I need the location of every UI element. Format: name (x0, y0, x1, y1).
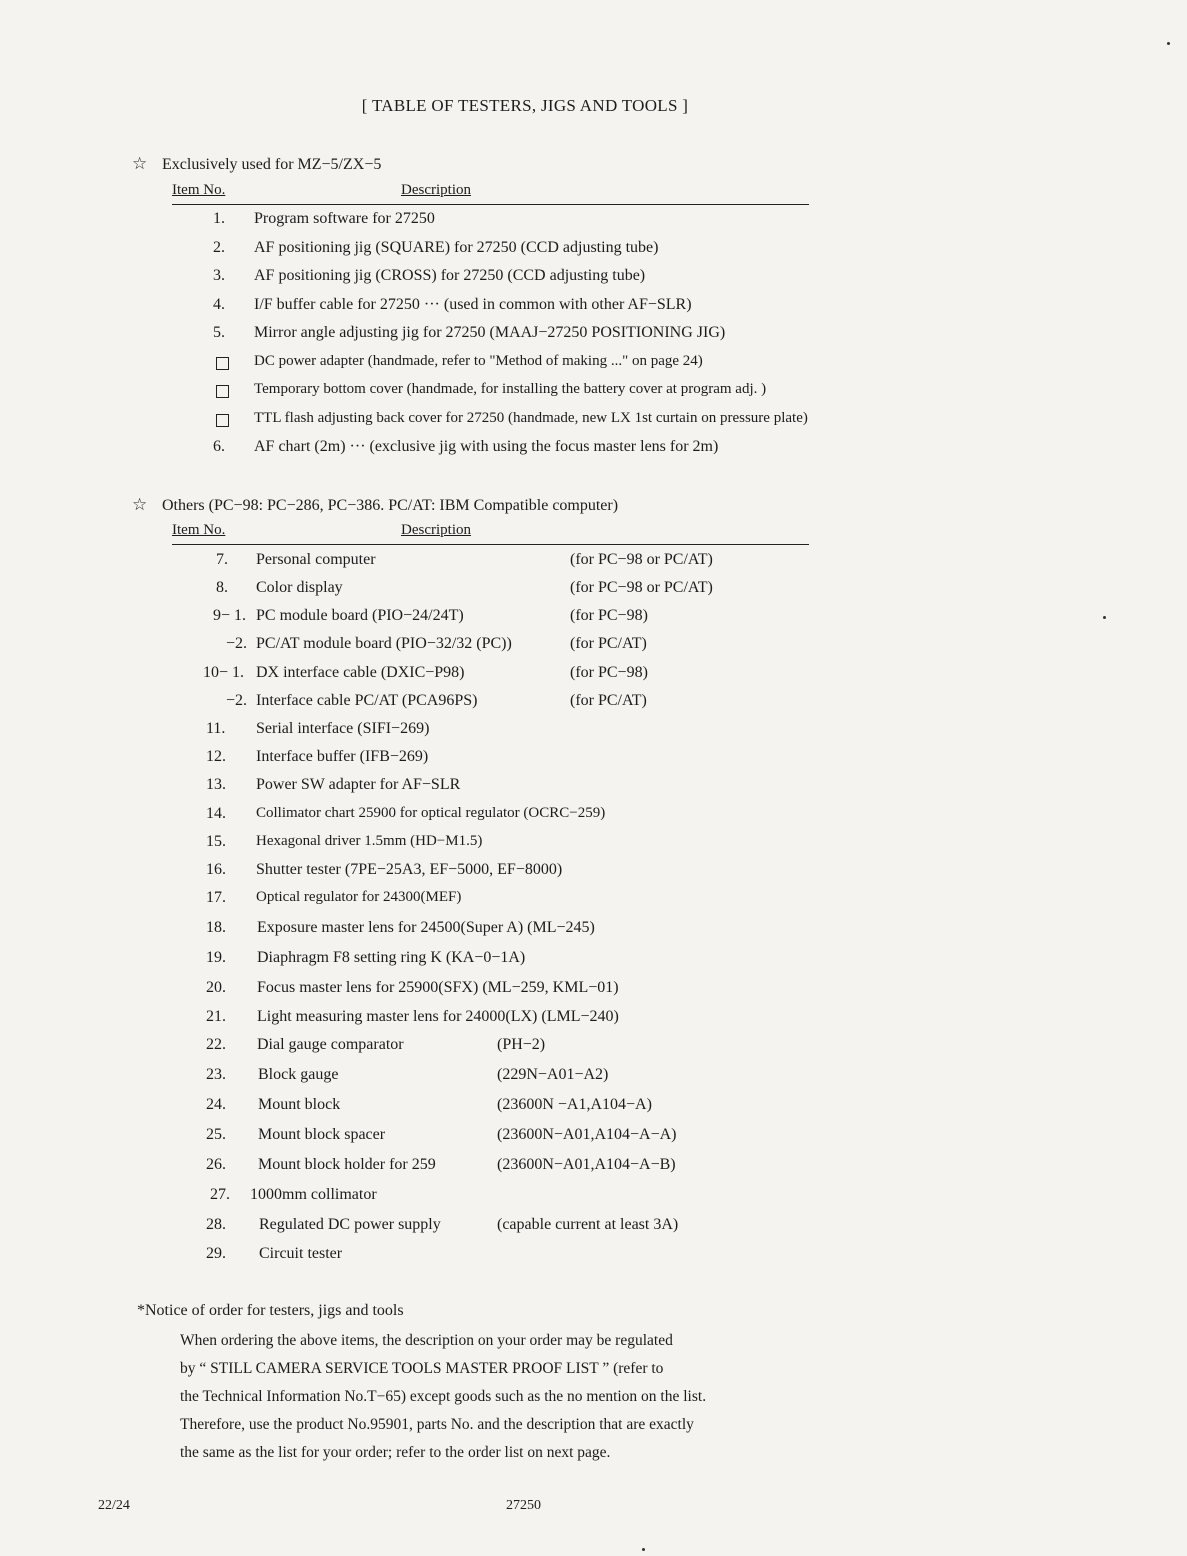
item-note: (23600N−A01,A104−A−A) (497, 1126, 677, 1143)
item-marker (216, 357, 229, 375)
item-note: (229N−A01−A2) (497, 1066, 609, 1083)
model-number: 27250 (506, 1498, 541, 1513)
page-title: [ TABLE OF TESTERS, JIGS AND TOOLS ] (361, 96, 689, 115)
item-note: (for PC−98 or PC/AT) (570, 551, 713, 568)
item-number: 13. (206, 776, 226, 793)
scan-speck (642, 1548, 645, 1551)
item-description: PC/AT module board (PIO−32/32 (PC)) (256, 635, 512, 652)
item-note: (for PC/AT) (570, 692, 647, 709)
col-description: Description (401, 522, 471, 538)
col-item-no: Item No. (172, 182, 226, 198)
notice-heading: *Notice of order for testers, jigs and tools (137, 1302, 404, 1319)
item-number: 18. (206, 919, 226, 936)
item-number: 15. (206, 833, 226, 850)
table-header (172, 182, 809, 205)
item-description: Circuit tester (259, 1245, 343, 1262)
item-note: (for PC−98) (570, 607, 648, 624)
section-heading-text: Others (PC−98: PC−286, PC−386. PC/AT: IBM Compatible computer) (162, 497, 619, 514)
item-marker (216, 385, 229, 403)
item-number: 17. (206, 889, 226, 906)
item-note: (23600N −A1,A104−A) (497, 1096, 652, 1113)
notice-line: Therefore, use the product No.95901, parts No. and the description that are exactly (180, 1416, 694, 1433)
item-number: 3. (213, 267, 225, 284)
item-number: 11. (206, 720, 226, 737)
star-icon: ☆ (132, 154, 148, 173)
col-item-no: Item No. (172, 522, 226, 538)
item-number: 2. (213, 239, 225, 256)
item-description: Power SW adapter for AF−SLR (256, 776, 461, 793)
item-description: Shutter tester (7PE−25A3, EF−5000, EF−8000) (256, 861, 563, 878)
col-description: Description (401, 182, 471, 198)
checkbox-icon (216, 357, 229, 370)
item-note: (PH−2) (497, 1036, 546, 1053)
item-description: Block gauge (258, 1066, 339, 1083)
section-heading-text: Exclusively used for MZ−5/ZX−5 (162, 156, 382, 173)
item-description: AF positioning jig (CROSS) for 27250 (CCD adjusting tube) (254, 267, 646, 284)
item-description: TTL flash adjusting back cover for 27250 (handmade, new LX 1st curtain on pressure plate) (254, 410, 808, 426)
item-number: 22. (206, 1036, 226, 1053)
item-number: 5. (213, 324, 225, 341)
item-description: Serial interface (SIFI−269) (256, 720, 430, 737)
item-number: 27. (210, 1186, 230, 1203)
item-description: Hexagonal driver 1.5mm (HD−M1.5) (256, 833, 483, 849)
item-number: −2. (226, 692, 248, 709)
item-note: (for PC−98 or PC/AT) (570, 579, 713, 596)
notice-line: When ordering the above items, the description on your order may be regulated (180, 1332, 673, 1349)
item-number: 28. (206, 1216, 226, 1233)
item-number: 8. (216, 579, 228, 596)
item-description: Optical regulator for 24300(MEF) (256, 889, 462, 905)
checkbox-icon (216, 385, 229, 398)
item-description: Light measuring master lens for 24000(LX) (LML−240) (257, 1008, 619, 1025)
item-number: −2. (226, 635, 248, 652)
item-description: Mount block spacer (258, 1126, 386, 1143)
item-number: 19. (206, 949, 226, 966)
scan-speck (1103, 616, 1106, 619)
star-icon: ☆ (132, 495, 148, 514)
item-number: 10− 1. (203, 664, 245, 681)
page-number: 22/24 (98, 1498, 130, 1513)
item-description: Color display (256, 579, 343, 596)
item-number: 26. (206, 1156, 226, 1173)
checkbox-icon (216, 414, 229, 427)
item-note: (23600N−A01,A104−A−B) (497, 1156, 676, 1173)
item-description: Interface buffer (IFB−269) (256, 748, 429, 765)
notice-line: by “ STILL CAMERA SERVICE TOOLS MASTER PROOF LIST ” (refer to (180, 1360, 664, 1377)
item-description: Mount block holder for 259 (258, 1156, 436, 1173)
item-note: (capable current at least 3A) (497, 1216, 679, 1233)
item-number: 20. (206, 979, 226, 996)
item-description: Personal computer (256, 551, 376, 568)
item-description: Mirror angle adjusting jig for 27250 (MAAJ−27250 POSITIONING JIG) (254, 324, 726, 341)
item-number: 16. (206, 861, 226, 878)
item-description: Temporary bottom cover (handmade, for installing the battery cover at program adj. ) (254, 381, 767, 397)
item-description: Dial gauge comparator (257, 1036, 404, 1053)
item-number: 7. (216, 551, 228, 568)
item-marker (216, 414, 229, 432)
item-description: Interface cable PC/AT (PCA96PS) (256, 692, 478, 709)
item-number: 4. (213, 296, 225, 313)
item-number: 21. (206, 1008, 226, 1025)
item-description: 1000mm collimator (250, 1186, 377, 1203)
item-number: 1. (213, 210, 225, 227)
item-number: 25. (206, 1126, 226, 1143)
item-number: 9− 1. (213, 607, 247, 624)
item-number: 6. (213, 438, 225, 455)
item-description: DC power adapter (handmade, refer to "Method of making ..." on page 24) (254, 353, 703, 369)
item-number: 29. (206, 1245, 226, 1262)
scan-speck (1167, 42, 1170, 45)
section-others-heading (132, 495, 618, 515)
item-number: 23. (206, 1066, 226, 1083)
item-number: 12. (206, 748, 226, 765)
notice-line: the Technical Information No.T−65) except goods such as the no mention on the list. (180, 1388, 707, 1405)
item-description: DX interface cable (DXIC−P98) (256, 664, 465, 681)
item-note: (for PC−98) (570, 664, 648, 681)
notice-line: the same as the list for your order; refer to the order list on next page. (180, 1444, 611, 1461)
item-description: PC module board (PIO−24/24T) (256, 607, 464, 624)
item-description: Regulated DC power supply (259, 1216, 441, 1233)
item-description: AF positioning jig (SQUARE) for 27250 (CCD adjusting tube) (254, 239, 659, 256)
item-number: 24. (206, 1096, 226, 1113)
item-description: I/F buffer cable for 27250 ··· (used in common with other AF−SLR) (254, 296, 692, 313)
item-description: Collimator chart 25900 for optical regulator (OCRC−259) (256, 805, 606, 821)
item-description: Exposure master lens for 24500(Super A) (ML−245) (257, 919, 595, 936)
item-number: 14. (206, 805, 226, 822)
item-description: Diaphragm F8 setting ring K (KA−0−1A) (257, 949, 526, 966)
item-description: Mount block (258, 1096, 341, 1113)
section-exclusive-heading (132, 154, 381, 174)
item-description: Program software for 27250 (254, 210, 435, 227)
item-description: Focus master lens for 25900(SFX) (ML−259, KML−01) (257, 979, 619, 996)
item-description: AF chart (2m) ··· (exclusive jig with using the focus master lens for 2m) (254, 438, 719, 455)
table-header (172, 522, 809, 545)
item-note: (for PC/AT) (570, 635, 647, 652)
